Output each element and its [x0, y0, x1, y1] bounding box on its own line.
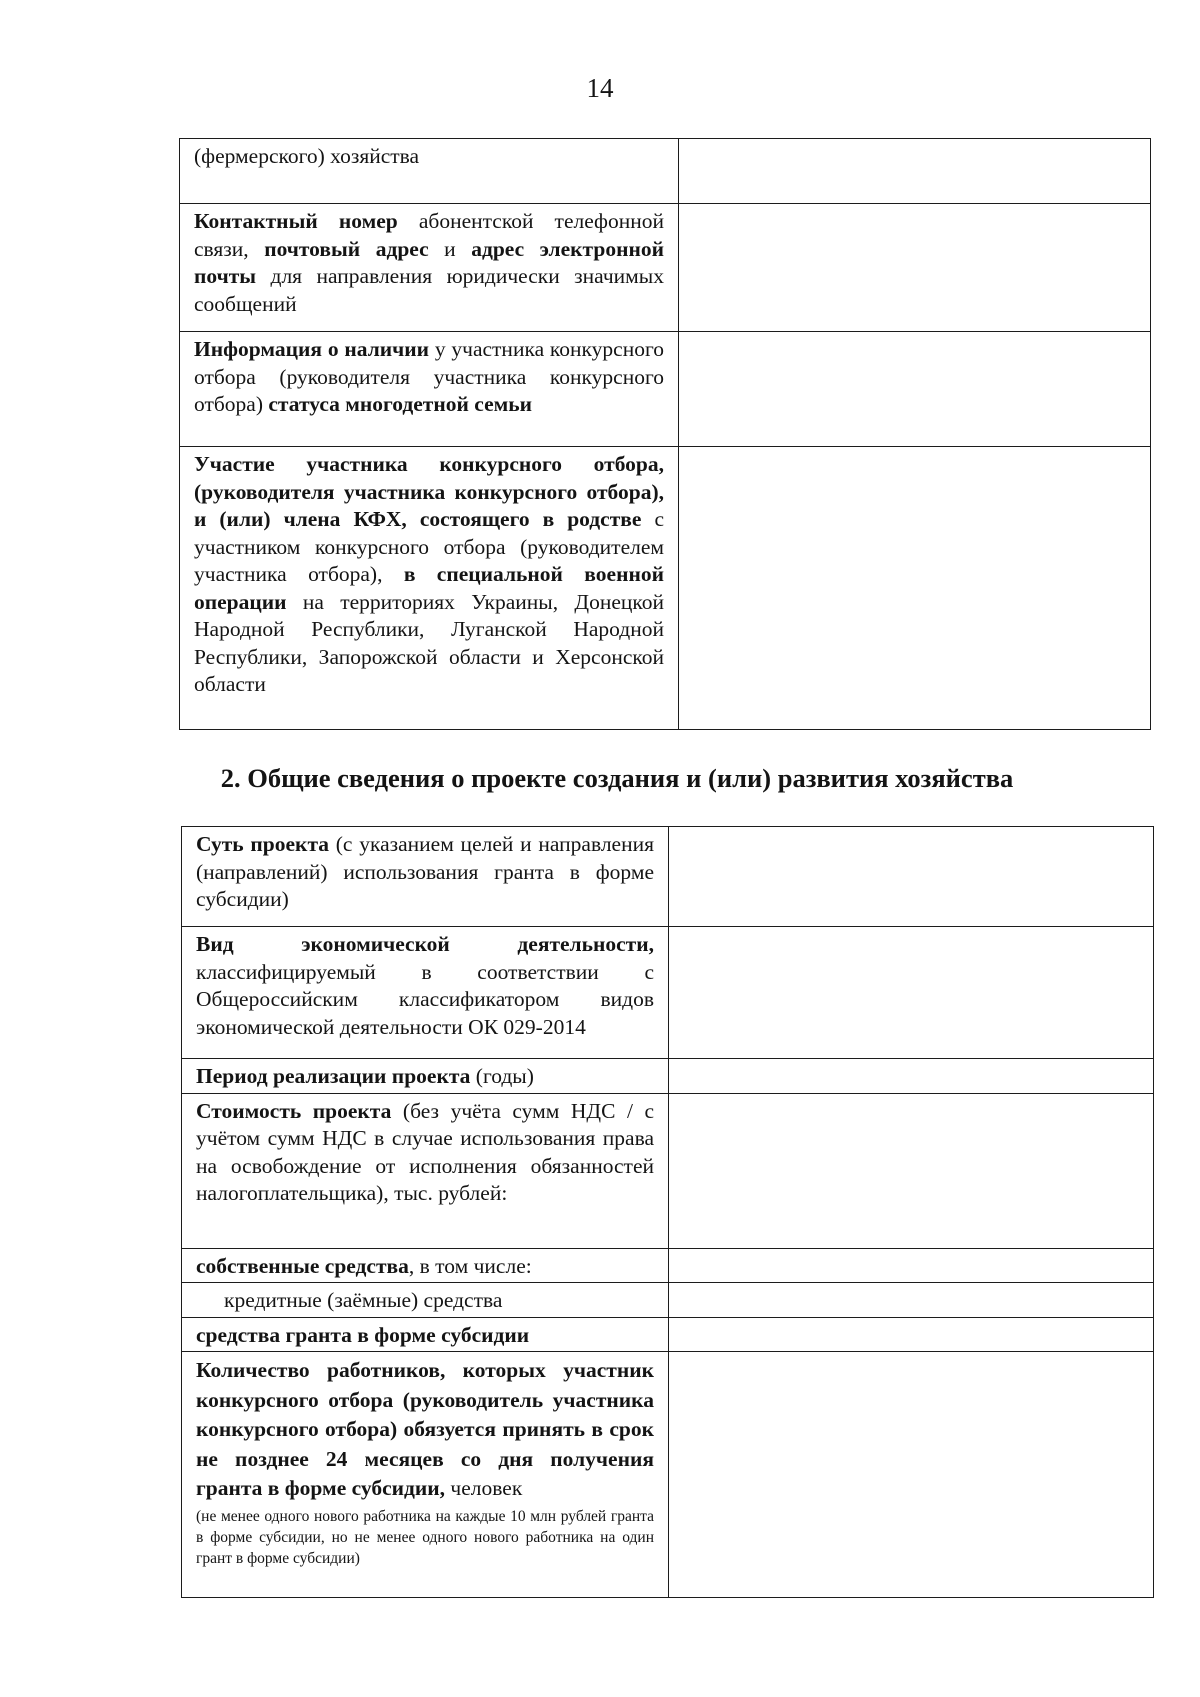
farm-name-continuation: (фермерского) хозяйства: [194, 144, 420, 168]
contact-phone-label-bold: Контактный номер: [194, 209, 398, 233]
activity-type-value-cell[interactable]: [669, 927, 1154, 1059]
large-family-label-bold: Информация о наличии: [194, 337, 430, 361]
large-family-status-bold: статуса многодетной семьи: [268, 392, 533, 416]
page-number: 14: [586, 73, 614, 103]
grant-funds-label-bold: средства гранта в форме субсидии: [196, 1322, 530, 1347]
contact-purpose-text: для направления юридически значимых сообщений: [194, 264, 664, 316]
own-funds-value-cell[interactable]: [669, 1248, 1154, 1283]
own-funds-label-cell: [182, 1248, 669, 1283]
credit-funds-value-cell[interactable]: [669, 1283, 1154, 1318]
project-essence-label-cell: [182, 827, 669, 927]
conjunction-text: и: [428, 236, 472, 261]
implementation-period-label-bold: Период реализации проекта: [196, 1064, 471, 1088]
svo-participation-label-bold: Участие участника конкурсного отбора, (руководителя участника конкурсного отбора), и (или) члена КФХ, состоящего в родстве: [194, 452, 664, 531]
email-address-label-bold: адрес электронной почты: [194, 236, 664, 288]
large-family-value-cell[interactable]: [679, 332, 1151, 447]
own-funds-label-bold: собственные средства: [196, 1253, 409, 1278]
employees-count-label-bold: Количество работников, которых участник конкурсного отбора (руководитель участника конкурсного отбора) обязуется принять в срок не позднее 24 месяцев со дня получения гранта в форме субсидии,: [196, 1358, 654, 1500]
contact-info-label-cell: [180, 204, 679, 332]
table-row: [180, 204, 1151, 332]
implementation-period-value-cell[interactable]: [669, 1059, 1154, 1094]
table-row: [182, 1317, 1154, 1352]
large-family-label-text: у участника конкурсного отбора (руководителя участника конкурсного отбора): [194, 337, 664, 416]
applicant-info-table: [179, 138, 1151, 730]
activity-type-label-bold: Вид экономической деятельности,: [196, 932, 654, 956]
own-funds-label-text: , в том числе:: [408, 1253, 532, 1278]
project-cost-label-bold: Стоимость проекта: [196, 1098, 392, 1123]
postal-address-label-bold: почтовый адрес: [264, 236, 429, 261]
table-row: [180, 447, 1151, 730]
table-row: [180, 332, 1151, 447]
project-essence-label-text: (с указанием целей и направления (направлений) использования гранта в форме субсидии): [196, 832, 654, 911]
credit-funds-label-cell: [182, 1283, 669, 1318]
farm-name-value-cell[interactable]: [679, 139, 1151, 204]
employees-count-label-text: человек: [445, 1476, 523, 1500]
grant-funds-value-cell[interactable]: [669, 1317, 1154, 1352]
table-row: [180, 139, 1151, 204]
implementation-period-label-text: (годы): [470, 1064, 534, 1088]
project-essence-value-cell[interactable]: [669, 827, 1154, 927]
project-cost-value-cell[interactable]: [669, 1093, 1154, 1248]
table-row: [182, 1248, 1154, 1283]
table-row: [182, 927, 1154, 1059]
farm-name-label-cell: [180, 139, 679, 204]
table-row: [182, 1283, 1154, 1318]
table-row: [182, 1352, 1154, 1598]
project-essence-label-bold: Суть проекта: [196, 832, 330, 856]
table-row: [182, 1059, 1154, 1094]
svo-operation-bold: в специальной военной операции: [194, 562, 664, 614]
svo-participation-label-cell: [180, 447, 679, 730]
project-cost-label-cell: [182, 1093, 669, 1248]
employees-count-label-cell: [182, 1352, 669, 1598]
project-cost-label-text: (без учёта сумм НДС / с учётом сумм НДС в случае использования права на освобождение от исполнения обязанностей налогоплательщика), тыс. рублей:: [196, 1098, 655, 1205]
svo-participation-label-text: с участником конкурсного отбора (руководителем участника отбора),: [194, 507, 664, 586]
employees-count-value-cell[interactable]: [669, 1352, 1154, 1598]
table-row: [182, 1093, 1154, 1248]
credit-funds-label-text: кредитные (заёмные) средства: [224, 1288, 503, 1312]
table-row: [182, 827, 1154, 927]
activity-type-label-text: классифицируемый в соответствии с Общероссийским классификатором видов экономической деятельности ОК 029-2014: [196, 959, 654, 1039]
section-2-heading: 2. Общие сведения о проекте создания и (или) развития хозяйства: [220, 763, 1014, 793]
svo-participation-value-cell[interactable]: [679, 447, 1151, 730]
implementation-period-label-cell: [182, 1059, 669, 1094]
svo-territories-text: на территориях Украины, Донецкой Народной Республики, Луганской Народной Республики, Запорожской области и Херсонской области: [194, 589, 664, 696]
activity-type-label-cell: [182, 927, 669, 1059]
contact-info-value-cell[interactable]: [679, 204, 1151, 332]
large-family-label-cell: [180, 332, 679, 447]
grant-funds-label-cell: [182, 1317, 669, 1352]
project-info-table: [181, 826, 1154, 1598]
employees-count-note: (не менее одного нового работника на каждые 10 млн рублей гранта в форме субсидии, но не менее одного нового работника на один грант в форме субсидии): [196, 1507, 654, 1567]
contact-phone-label-text: абонентской телефонной связи,: [194, 209, 664, 261]
